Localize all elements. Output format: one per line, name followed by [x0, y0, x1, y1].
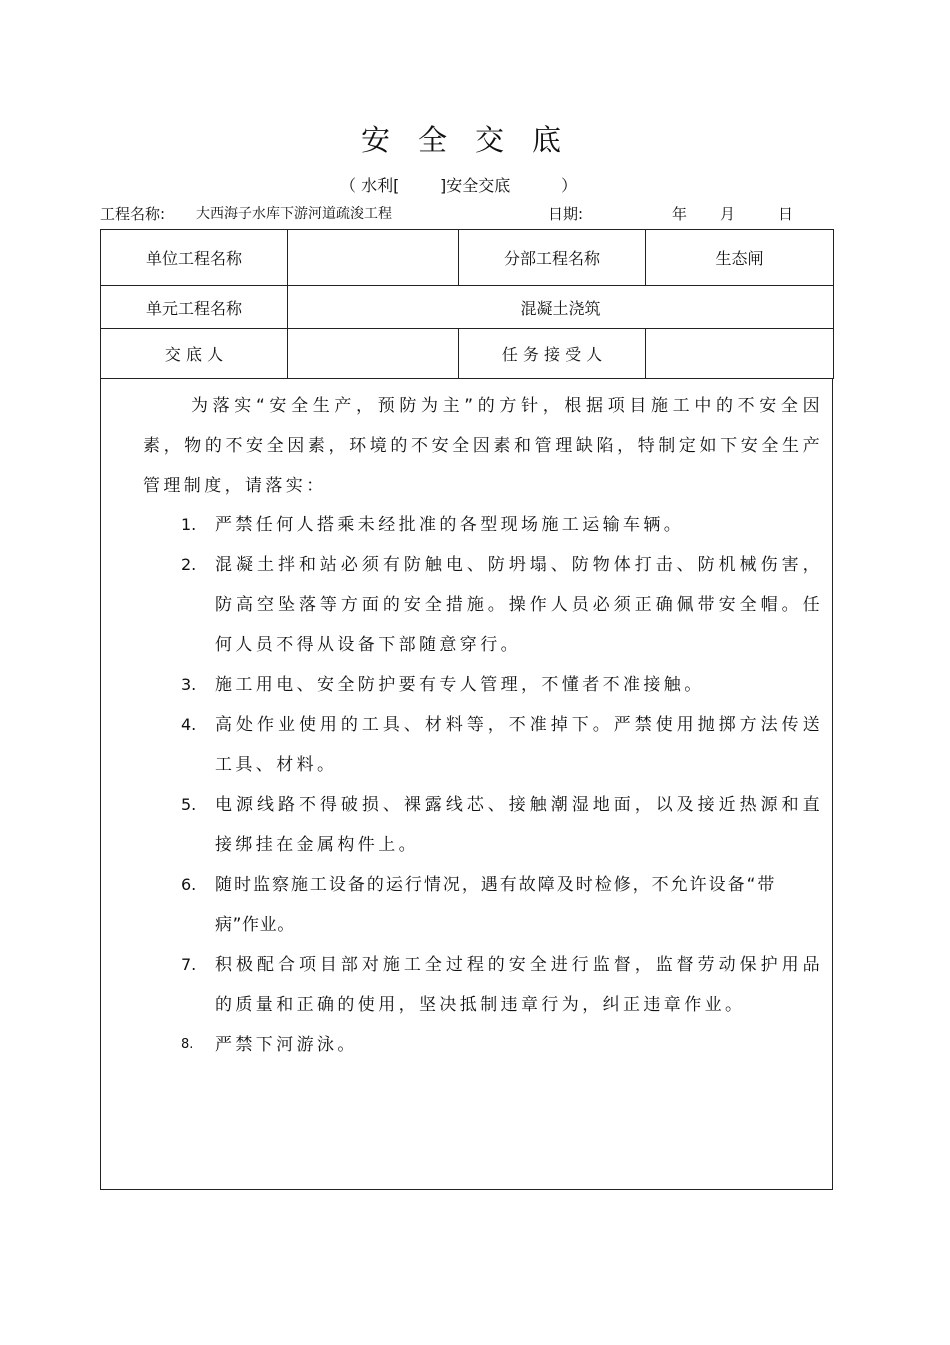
item-text: 严禁下河游泳。 [215, 1035, 358, 1055]
element-project-value: 混凝土浇筑 [288, 286, 834, 329]
project-name: 大西海子水库下游河道疏浚工程 [196, 206, 392, 222]
item-number: 6. [181, 875, 197, 894]
item-text: 高处作业使用的工具、材料等，不准掉下。严禁使用抛掷方法传送工具、材料。 [215, 715, 823, 775]
list-item [181, 785, 823, 865]
date-year: 年 [672, 205, 688, 223]
list-item [181, 1025, 823, 1065]
item-text: 严禁任何人搭乘未经批准的各型现场施工运输车辆。 [215, 515, 685, 535]
item-text: 随时监察施工设备的运行情况，遇有故障及时检修，不允许设备“带病”作业。 [215, 875, 775, 935]
item-number: 8. [181, 1037, 194, 1052]
date-label: 日期: [548, 205, 584, 223]
item-text: 电源线路不得破损、裸露线芯、接触潮湿地面，以及接近热源和直接绑挂在金属构件上。 [215, 795, 823, 855]
handover-value [288, 329, 459, 379]
info-table [100, 229, 834, 379]
sub-project-value: 生态闸 [646, 230, 834, 286]
date-month: 月 [720, 205, 736, 223]
receiver-value [646, 329, 834, 379]
intro-paragraph: 为落实“安全生产，预防为主”的方针，根据项目施工中的不安全因素，物的不安全因素，环境的不安全因素和管理缺陷，特制定如下安全生产管理制度，请落实： [143, 396, 823, 496]
list-item [181, 505, 823, 545]
item-number: 7. [181, 955, 197, 974]
table-row [101, 286, 834, 329]
table-row [101, 329, 834, 379]
unit-project-value [288, 230, 459, 286]
project-label: 工程名称: [100, 205, 166, 223]
subtitle: （ 水利[ ]安全交底 ） [340, 176, 578, 195]
item-number: 3. [181, 675, 197, 694]
item-text: 施工用电、安全防护要有专人管理，不懂者不准接触。 [215, 675, 705, 695]
item-number: 2. [181, 555, 197, 574]
list-item [181, 945, 823, 1025]
list-item [181, 865, 775, 945]
unit-project-label: 单位工程名称 [101, 230, 288, 286]
handover-label: 交 底 人 [101, 329, 288, 379]
date-day: 日 [778, 205, 794, 223]
content-box [100, 378, 833, 1190]
item-text: 积极配合项目部对施工全过程的安全进行监督，监督劳动保护用品的质量和正确的使用，坚决抵制违章行为，纠正违章作业。 [215, 955, 823, 1015]
list-item [181, 665, 823, 705]
list-item [181, 705, 823, 785]
element-project-label: 单元工程名称 [101, 286, 288, 329]
list-item [181, 545, 823, 665]
item-number: 1. [181, 515, 197, 534]
item-number: 4. [181, 715, 197, 734]
page-title: 安全交底 [360, 123, 589, 157]
item-number: 5. [181, 795, 197, 814]
item-text: 混凝土拌和站必须有防触电、防坍塌、防物体打击、防机械伤害，防高空坠落等方面的安全措施。操作人员必须正确佩带安全帽。任何人员不得从设备下部随意穿行。 [215, 555, 823, 655]
sub-project-label: 分部工程名称 [459, 230, 646, 286]
table-row [101, 230, 834, 286]
receiver-label: 任 务 接 受 人 [459, 329, 646, 379]
